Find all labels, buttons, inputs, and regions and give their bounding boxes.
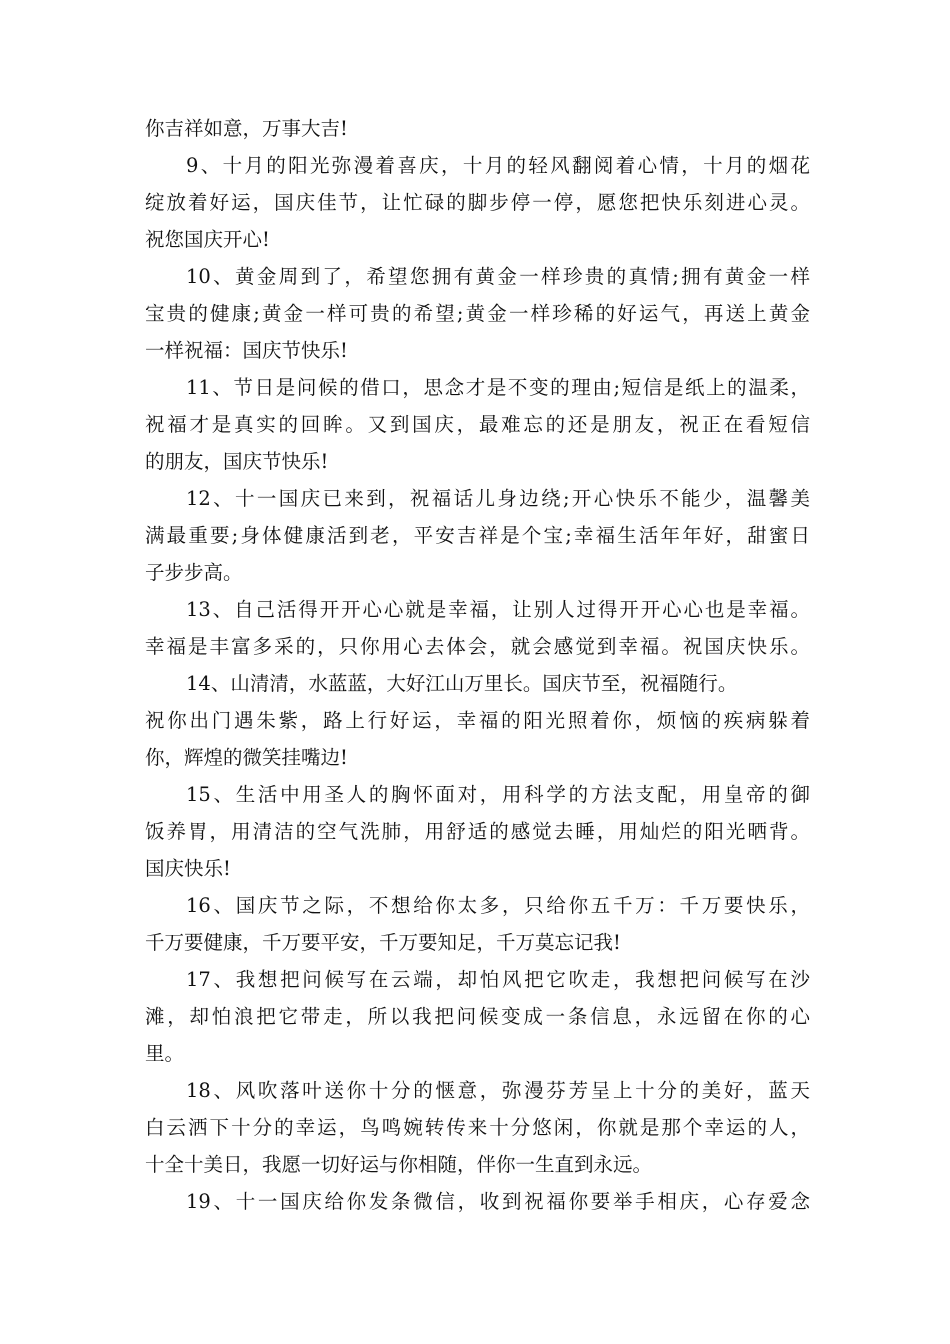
document-body: [145, 110, 810, 1220]
text-line: 你，辉煌的微笑挂嘴边!: [145, 746, 348, 769]
text-line: 19、十一国庆给你发条微信，收到祝福你要举手相庆，心存爱念: [186, 1190, 810, 1213]
text-line: 饭养胃，用清洁的空气洗肺，用舒适的感觉去睡，用灿烂的阳光晒背。: [145, 820, 810, 843]
text-line: 你吉祥如意，万事大吉!: [145, 117, 348, 140]
text-line: 11、节日是问候的借口，思念才是不变的理由;短信是纸上的温柔，: [186, 376, 810, 399]
text-line: 白云洒下十分的幸运，鸟鸣婉转传来十分悠闲，你就是那个幸运的人，: [145, 1116, 810, 1139]
text-line: 满最重要;身体健康活到老，平安吉祥是个宝;幸福生活年年好，甜蜜日: [145, 524, 810, 547]
text-line: 祝福才是真实的回眸。又到国庆，最难忘的还是朋友，祝正在看短信: [145, 413, 810, 436]
text-line: 15、生活中用圣人的胸怀面对，用科学的方法支配，用皇帝的御: [186, 783, 810, 806]
text-line: 国庆快乐!: [145, 857, 231, 880]
text-line: 17、我想把问候写在云端，却怕风把它吹走，我想把问候写在沙: [186, 968, 810, 991]
text-line: 祝您国庆开心!: [145, 228, 270, 251]
text-line: 16、国庆节之际，不想给你太多，只给你五千万：千万要快乐，: [186, 894, 810, 917]
text-line: 宝贵的健康;黄金一样可贵的希望;黄金一样珍稀的好运气，再送上黄金: [145, 302, 810, 325]
text-line: 里。: [145, 1042, 185, 1065]
text-line: 12、十一国庆已来到，祝福话儿身边绕;开心快乐不能少，温馨美: [186, 487, 810, 510]
text-line: 10、黄金周到了，希望您拥有黄金一样珍贵的真情;拥有黄金一样: [186, 265, 810, 288]
text-line: 滩，却怕浪把它带走，所以我把问候变成一条信息，永远留在你的心: [145, 1005, 810, 1028]
text-line: 14、山清清，水蓝蓝，大好江山万里长。国庆节至，祝福随行。: [186, 672, 738, 695]
text-line: 子步步高。: [145, 561, 243, 584]
text-line: 的朋友，国庆节快乐!: [145, 450, 329, 473]
text-line: 一样祝福：国庆节快乐!: [145, 339, 348, 362]
text-line: 18、风吹落叶送你十分的惬意，弥漫芬芳呈上十分的美好，蓝天: [186, 1079, 810, 1102]
text-line: 幸福是丰富多采的，只你用心去体会，就会感觉到幸福。祝国庆快乐。: [145, 635, 810, 658]
text-line: 千万要健康，千万要平安，千万要知足，千万莫忘记我!: [145, 931, 621, 954]
text-line: 9、十月的阳光弥漫着喜庆，十月的轻风翻阅着心情，十月的烟花: [186, 154, 810, 177]
text-line: 13、自己活得开开心心就是幸福，让别人过得开开心心也是幸福。: [186, 598, 810, 621]
text-line: 十全十美日，我愿一切好运与你相随，伴你一生直到永远。: [145, 1153, 653, 1176]
text-line: 祝你出门遇朱紫，路上行好运，幸福的阳光照着你，烦恼的疾病躲着: [145, 709, 810, 732]
text-line: 绽放着好运，国庆佳节，让忙碌的脚步停一停，愿您把快乐刻进心灵。: [145, 191, 810, 214]
